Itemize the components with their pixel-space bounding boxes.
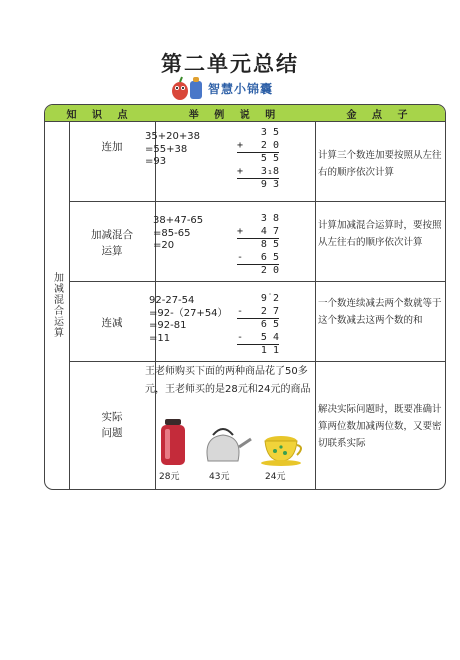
teacup-icon	[261, 436, 301, 466]
banner	[170, 74, 273, 102]
tip-text: 解决实际问题时，既要准确计算两位数加减两位数，又要密切联系实际	[318, 404, 442, 449]
topic-label: 连减	[101, 317, 123, 329]
header-example: 举 例 说 明	[155, 105, 316, 122]
vertical-calc: 9̇ 2 - 2 7 6 5 - 5 4 1 1	[237, 293, 279, 356]
price-label: 28元	[159, 472, 180, 482]
row-divider	[69, 281, 445, 282]
problem-text: 王老师购买下面的两种商品花了50多元，王老师买的是28元和24元的商品	[145, 366, 311, 395]
horizontal-equation: 35+20+38 =55+38 =93	[145, 131, 200, 167]
row-divider	[69, 361, 445, 362]
header-knowledge: 知 识 点	[45, 105, 156, 122]
topic-label: 连加	[101, 141, 123, 153]
product-images	[153, 417, 313, 482]
products	[153, 417, 313, 467]
mascot-icon	[170, 75, 204, 101]
price-label: 24元	[265, 472, 286, 482]
divider	[315, 121, 316, 489]
vertical-calc: 3 8 + 4 7 8 5 - 6 5 2 0	[237, 213, 279, 276]
vertical-calc: 3 5 + 2 0 5 5 + 3₁8 9 3	[237, 127, 279, 190]
header-tips: 金 点 子	[315, 105, 445, 122]
topic-label: 加减混合运算	[91, 229, 133, 257]
banner-text: 智慧小锦囊	[208, 81, 274, 96]
kettle-icon	[207, 429, 251, 461]
group-label: 加减混合运算	[51, 272, 63, 338]
tip-text: 计算加减混合运算时，要按照从左往右的顺序依次计算	[318, 220, 442, 248]
tip-text: 计算三个数连加要按照从左往右的顺序依次计算	[318, 150, 442, 178]
horizontal-equation: 38+47-65 =85-65 =20	[153, 215, 204, 251]
page-title: 第二单元总结	[161, 51, 299, 76]
topic-label: 实际问题	[101, 411, 123, 439]
thermos-icon	[161, 419, 185, 465]
horizontal-equation: 92-27-54 =92-（27+54） =92-81 =11	[149, 295, 228, 344]
price-label: 43元	[209, 472, 230, 482]
summary-table	[44, 104, 446, 490]
tip-text: 一个数连续减去两个数就等于这个数减去这两个数的和	[318, 298, 442, 326]
row-divider	[69, 201, 445, 202]
